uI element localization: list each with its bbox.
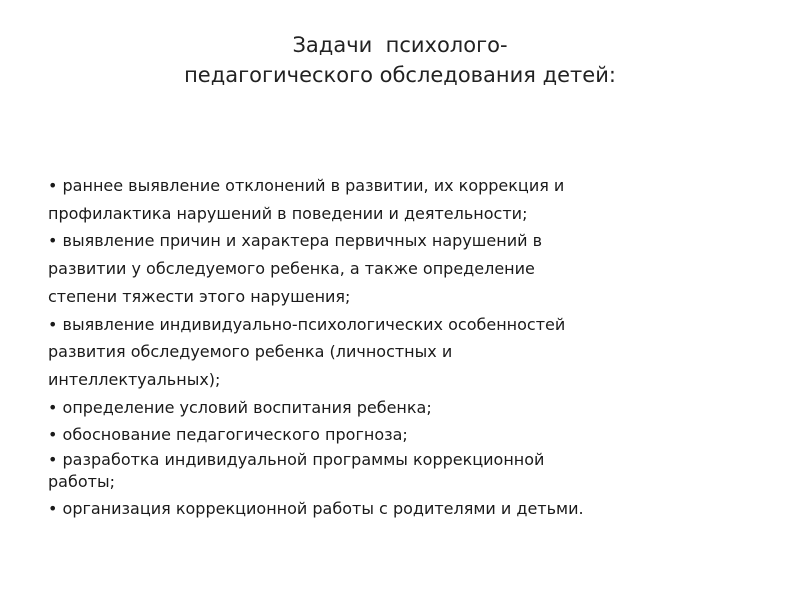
task-line: • выявление индивидуально-психологических особенностей: [48, 314, 566, 334]
title-line-1: Задачи психолого-: [292, 33, 508, 57]
task-line: степени тяжести этого нарушения;: [48, 286, 351, 306]
title-line-2: педагогического обследования детей:: [184, 63, 616, 87]
task-line: интеллектуальных);: [48, 369, 221, 389]
task-line: развития обследуемого ребенка (личностных и: [48, 342, 453, 362]
task-list: [48, 172, 748, 523]
task-line: • разработка индивидуальной программы коррекционной: [48, 450, 545, 470]
task-line: • организация коррекционной работы с родителями и детьми.: [48, 499, 584, 519]
task-line: работы;: [48, 472, 115, 492]
slide-title: [0, 30, 800, 90]
task-line: • определение условий воспитания ребенка;: [48, 397, 432, 417]
task-line: развитии у обследуемого ребенка, а также определение: [48, 259, 535, 279]
task-line: • обоснование педагогического прогноза;: [48, 425, 408, 445]
task-line: профилактика нарушений в поведении и деятельности;: [48, 203, 528, 223]
task-line: • раннее выявление отклонений в развитии, их коррекция и: [48, 176, 565, 195]
task-line: • выявление причин и характера первичных нарушений в: [48, 231, 543, 251]
